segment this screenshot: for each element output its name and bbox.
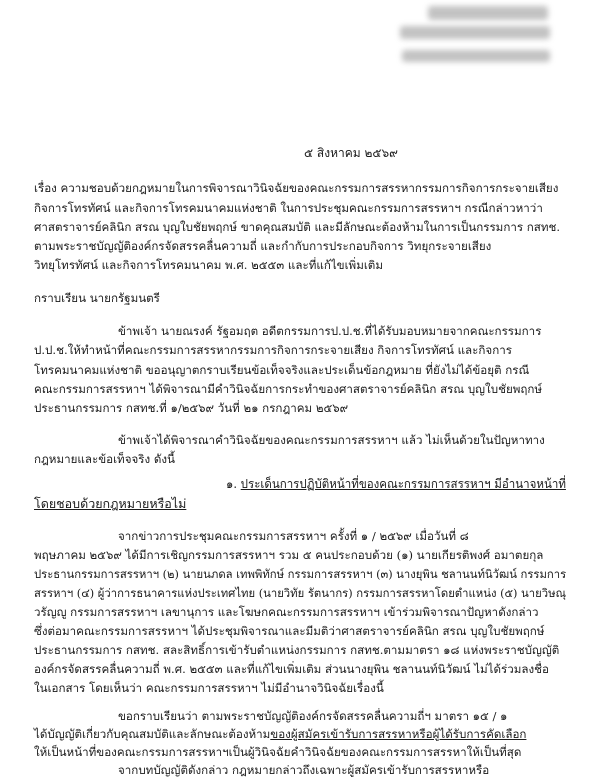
section-title: ประเด็นการปฏิบัติหน้าที่ของคณะกรรมการสรรหาฯ มีอำนาจหน้าที่ — [240, 476, 566, 491]
paragraph-line: จากข่าวการประชุมคณะกรรมการสรรหาฯ ครั้งที่ ๑ / ๒๕๖๙ เมื่อวันที่ ๘ — [118, 529, 469, 543]
subject-line: กิจการโทรทัศน์ และกิจการโทรคมนาคมแห่งชาติ ในการประชุมคณะกรรมการสรรหาฯ กรณีกล่าวหาว่า — [34, 201, 543, 215]
paragraph-line: ในเอกสาร โดยเห็นว่า คณะกรรมการสรรหาฯ ไม่มีอำนาจวินิจฉัยเรื่องนี้ — [34, 681, 384, 695]
paragraph-line: ข้าพเจ้า นายณรงค์ รัฐอมฤต อดีตกรรมการป.ป.ช.ที่ได้รับมอบหมายจากคณะกรรมการ — [118, 324, 542, 338]
letter-date: ๕ สิงหาคม ๒๕๖๙ — [304, 146, 398, 160]
paragraph-line: ขอกราบเรียนว่า ตามพระราชบัญญัติองค์กรจัดสรรคลื่นความถี่ฯ มาตรา ๑๕ / ๑ — [118, 709, 508, 723]
subject-line: ตามพระราชบัญญัติองค์กรจัดสรรคลื่นความถี่ และกำกับการประกอบกิจการ วิทยุกระจายเสียง — [34, 239, 492, 253]
paragraph-line: วรัญญู กรรมการสรรหาฯ เลขานุการ และโฆษกคณะกรรมการสรรหาฯ เข้าร่วมพิจารณาปัญหาดังกล่าว — [34, 605, 539, 619]
subject-line: วิทยุโทรทัศน์ และกิจการโทรคมนาคม พ.ศ. ๒๕๕๓ และที่แก้ไขเพิ่มเติม — [34, 258, 383, 272]
paragraph-line: พฤษภาคม ๒๕๖๙ ได้มีการเชิญกรรมการสรรหาฯ รวม ๕ คนประกอบด้วย (๑) นายเกียรติพงศ์ อมาตยกุล — [34, 548, 544, 562]
paragraph-text: ได้บัญญัติเกี่ยวกับคุณสมบัติและลักษณะต้องห้าม — [34, 727, 271, 741]
paragraph-line: ให้เป็นหน้าที่ของคณะกรรมการสรรหาฯเป็นผู้วินิจฉัยคำวินิจฉัยของคณะกรรมการสรรหาให้เป็นที่สุด — [34, 745, 522, 759]
section-heading — [226, 476, 566, 492]
paragraph-line — [34, 726, 526, 742]
paragraph-line: ประธานกรรมการสรรหาฯ (๒) นายนภดล เทพพิทักษ์ กรรมการสรรหาฯ (๓) นางยุพิน ชลานนท์นิวัฒน์ กรรมการ — [34, 567, 567, 581]
redacted-letterhead-line-1 — [428, 6, 548, 20]
subject-line: ศาสตราจารย์คลินิก สรณ บุญใบชัยพฤกษ์ ขาดคุณสมบัติ และมีลักษณะต้องห้ามในการเป็นกรรมการ กสทช. — [34, 220, 561, 234]
paragraph-line: ประธานกรรมการ กสทช. สละสิทธิ์การเข้ารับตำแหน่งกรรมการ กสทช.ตามมาตรา ๑๘ แห่งพระราชบัญญัติ — [34, 643, 560, 657]
redacted-letterhead-line-3 — [402, 50, 550, 62]
redacted-letterhead-line-2 — [400, 26, 550, 39]
subject-line: เรื่อง ความชอบด้วยกฎหมายในการพิจารณาวินิจฉัยของคณะกรรมการสรรหากรรมการกิจการกระจายเสียง — [34, 181, 559, 195]
paragraph-line: โทรคมนาคมแห่งชาติ ขออนุญาตกราบเรียนข้อเท็จจริงและประเด็นข้อกฎหมาย ที่ยังไม่ได้ข้อยุติ กรณี — [34, 363, 530, 377]
paragraph-line: องค์กรจัดสรรคลื่นความถี่ พ.ศ. ๒๕๕๓ และที่แก้ไขเพิ่มเติม ส่วนนางยุพิน ชลานนท์นิวัฒน์ ไม่ได้ร่วมลงชื่อ — [34, 662, 549, 676]
section-number: ๑. — [226, 476, 238, 491]
paragraph-line: กฎหมายและข้อเท็จจริง ดังนี้ — [34, 452, 175, 466]
paragraph-line: จากบทบัญญัติดังกล่าว กฎหมายกล่าวถึงเฉพาะผู้สมัครเข้ารับการสรรหาหรือ — [118, 763, 490, 777]
paragraph-underlined-text: ของผู้สมัครเข้ารับการสรรหาหรือผู้ได้รับการคัดเลือก — [270, 727, 527, 741]
paragraph-line: สรรหาฯ (๔) ผู้ว่าการธนาคารแห่งประเทศไทย (นายวิทัย รัตนากร) กรรมการสรรหาโดยตำแหน่ง (๕) นายวิษณุ — [34, 586, 567, 600]
paragraph-line: ประธานกรรมการ กสทช.ที่ ๑/๒๕๖๙ วันที่ ๒๑ กรกฎาคม ๒๕๖๙ — [34, 401, 349, 415]
paragraph-line: ซึ่งต่อมาคณะกรรมการสรรหาฯ ได้ประชุมพิจารณาและมีมติว่าศาสตราจารย์คลินิก สรณ บุญใบชัยพฤกษ์ — [34, 624, 545, 638]
section-title-continued: โดยชอบด้วยกฎหมายหรือไม่ — [34, 496, 187, 511]
paragraph-line: ข้าพเจ้าได้พิจารณาคำวินิจฉัยของคณะกรรมการสรรหาฯ แล้ว ไม่เห็นด้วยในปัญหาทาง — [118, 433, 545, 447]
salutation: กราบเรียน นายกรัฐมนตรี — [34, 291, 160, 305]
paragraph-line: ป.ป.ช.ให้ทำหน้าที่คณะกรรมการสรรหากรรมการกิจการกระจายเสียง กิจการโทรทัศน์ และกิจการ — [34, 343, 512, 357]
paragraph-line: คณะกรรมการสรรหาฯ ได้พิจารณามีคำวินิจฉัยการกระทำของศาสตราจารย์คลินิก สรณ บุญใบชัยพฤกษ์ — [34, 382, 543, 396]
